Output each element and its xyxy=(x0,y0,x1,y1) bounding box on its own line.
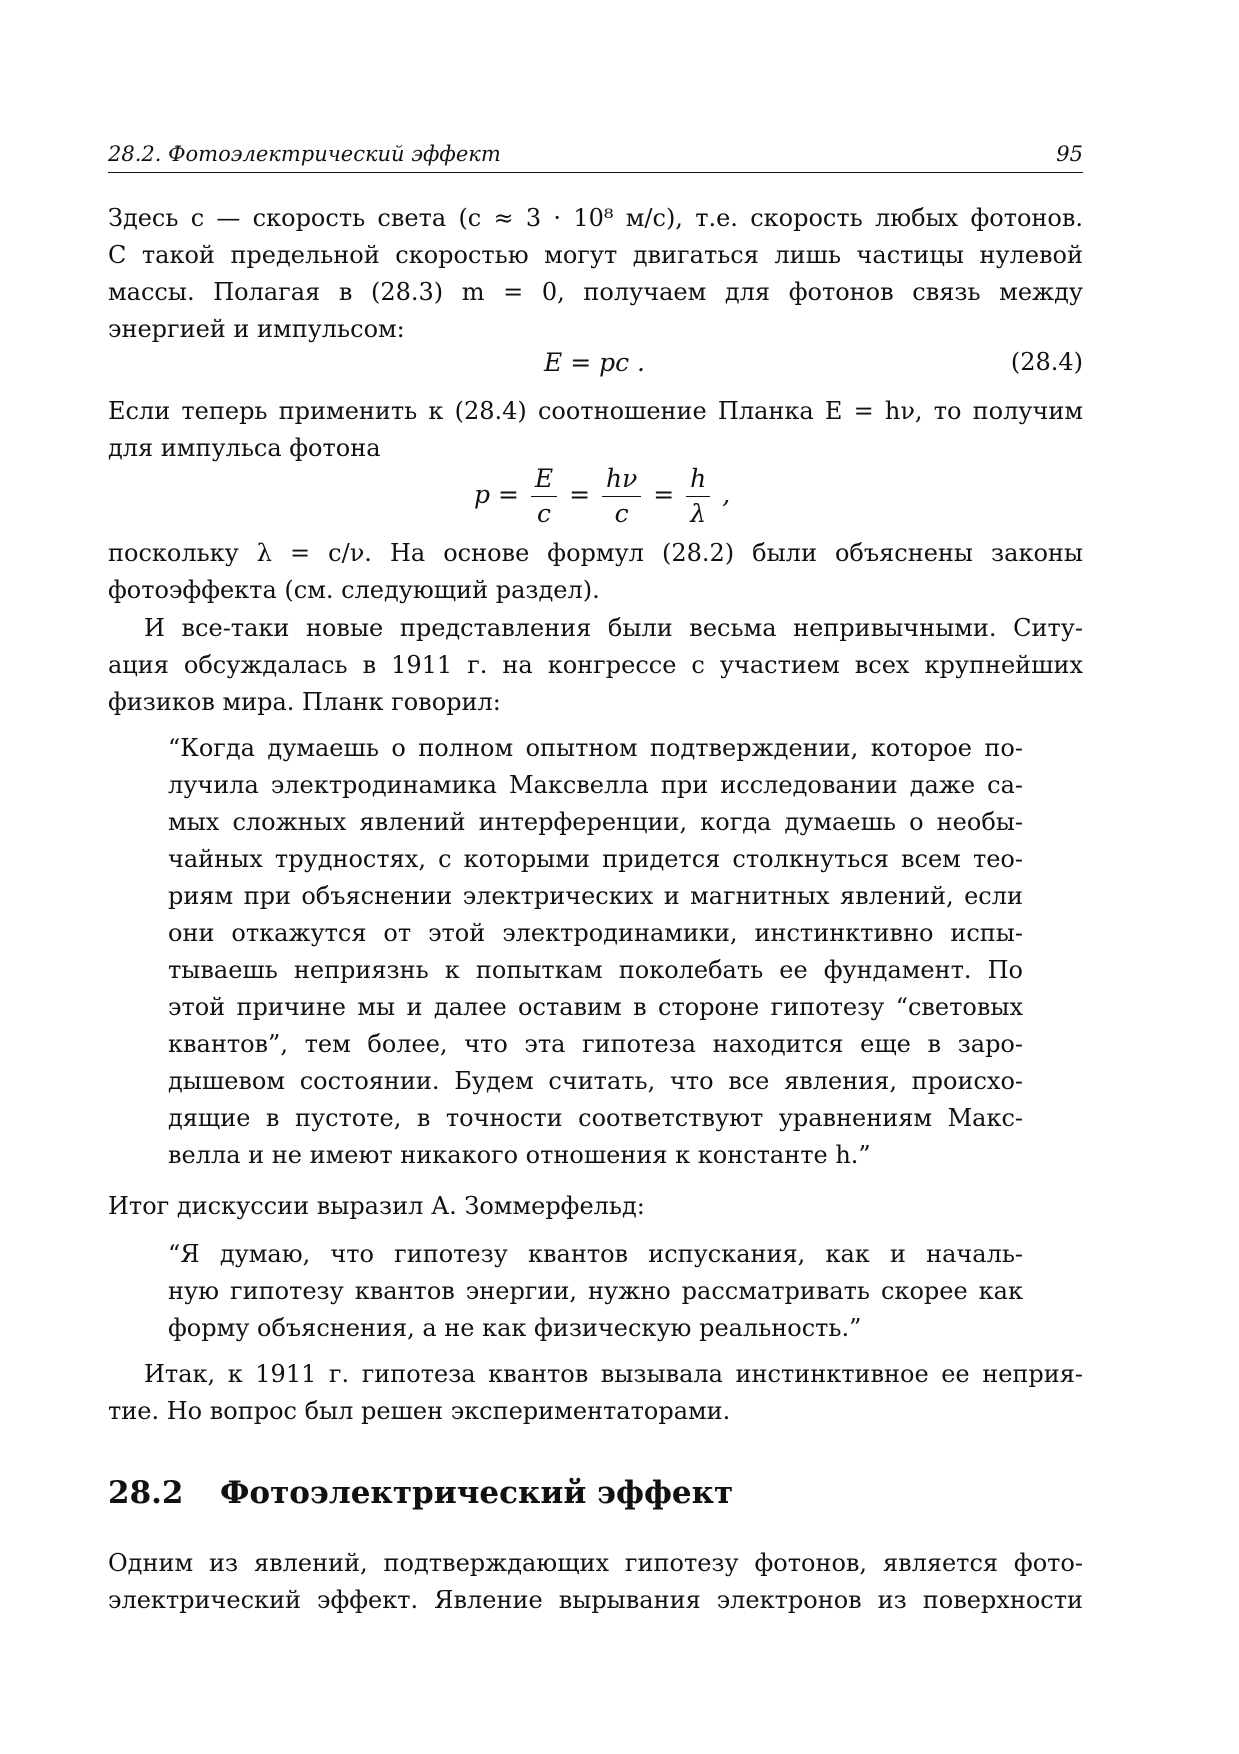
text-line: для импульса фотона xyxy=(108,434,381,462)
text-line: фотоэффекта (см. следующий раздел). xyxy=(108,576,600,604)
quote-planck xyxy=(168,730,1023,1174)
paragraph-5 xyxy=(108,1188,1083,1225)
quote-sommerfeld xyxy=(168,1236,1023,1347)
text-line: Итог дискуссии выразил А. Зоммерфельд: xyxy=(108,1192,645,1220)
fraction-numerator: E xyxy=(531,462,557,497)
section-title: Фотоэлектрический эффект xyxy=(220,1475,734,1511)
text-line: энергией и импульсом: xyxy=(108,315,405,343)
equation-lhs: p = xyxy=(474,480,519,509)
equation-tail: , xyxy=(722,480,731,509)
fraction xyxy=(531,462,557,531)
text-line: Здесь c — скорость света (c ≈ 3 · 10⁸ м/с), т.е. скорость любых фотонов. xyxy=(108,204,1083,232)
quote-line: квантов”, тем более, что эта гипотеза находится еще в заро- xyxy=(168,1030,1023,1058)
text-line: Если теперь применить к (28.4) соотношение Планка E = hν, то получим xyxy=(108,397,1083,425)
paragraph-4 xyxy=(108,610,1083,721)
paragraph-7 xyxy=(108,1545,1083,1619)
text-line: физиков мира. Планк говорил: xyxy=(108,688,501,716)
quote-line: форму объяснения, а не как физическую реальность.” xyxy=(168,1314,862,1342)
fraction-numerator: h xyxy=(686,462,710,497)
quote-line: риям при объяснении электрических и магнитных явлений, если xyxy=(168,882,1023,910)
equals-sign: = xyxy=(653,480,675,509)
quote-line: дышевом состоянии. Будем считать, что все явления, происхо- xyxy=(168,1067,1023,1095)
quote-line: велла и не имеют никакого отношения к константе h.” xyxy=(168,1141,871,1169)
fraction-denominator: λ xyxy=(690,499,707,528)
text-line: ация обсуждалась в 1911 г. на конгрессе с участием всех крупнейших xyxy=(108,651,1083,679)
quote-line: тываешь неприязнь к попыткам поколебать ее фундамент. По xyxy=(168,956,1023,984)
section-number: 28.2 xyxy=(108,1475,184,1511)
fraction-denominator: c xyxy=(614,499,629,528)
text-line: электрический эффект. Явление вырывания электронов из поверхности xyxy=(108,1586,1083,1614)
section-heading xyxy=(108,1475,733,1511)
paragraph-6 xyxy=(108,1356,1083,1430)
text-line: поскольку λ = c/ν. На основе формул (28.2) были объяснены законы xyxy=(108,539,1083,567)
equation-momentum xyxy=(474,462,730,531)
running-header xyxy=(108,142,1083,173)
quote-line: дящие в пустоте, в точности соответствуют уравнениям Макс- xyxy=(168,1104,1023,1132)
text-line: Итак, к 1911 г. гипотеза квантов вызывала инстинктивное ее неприя- xyxy=(144,1360,1083,1388)
quote-line: они откажутся от этой электродинамики, инстинктивно испы- xyxy=(168,919,1023,947)
fraction-numerator: hν xyxy=(602,462,641,497)
text-line: тие. Но вопрос был решен экспериментаторами. xyxy=(108,1397,731,1425)
text-line: И все-таки новые представления были весьма непривычными. Ситу- xyxy=(144,614,1083,642)
equation-number: (28.4) xyxy=(1010,348,1083,376)
page-number: 95 xyxy=(1056,142,1083,166)
text-line: массы. Полагая в (28.3) m = 0, получаем для фотонов связь между xyxy=(108,278,1083,306)
quote-line: лучила электродинамика Максвелла при исследовании даже са- xyxy=(168,771,1023,799)
equation-28-4: E = pc . xyxy=(544,348,645,377)
text-line: Одним из явлений, подтверждающих гипотезу фотонов, является фото- xyxy=(108,1549,1083,1577)
paragraph-2 xyxy=(108,393,1083,467)
quote-line: чайных трудностях, с которыми придется столкнуться всем тео- xyxy=(168,845,1023,873)
equals-sign: = xyxy=(569,480,591,509)
running-title: 28.2. Фотоэлектрический эффект xyxy=(108,142,501,166)
paragraph-1 xyxy=(108,200,1083,348)
fraction xyxy=(686,462,710,531)
quote-line: этой причине мы и далее оставим в стороне гипотезу “световых xyxy=(168,993,1023,1021)
quote-line: мых сложных явлений интерференции, когда думаешь о необы- xyxy=(168,808,1023,836)
fraction-denominator: c xyxy=(536,499,551,528)
text-line: С такой предельной скоростью могут двигаться лишь частицы нулевой xyxy=(108,241,1083,269)
quote-line: ную гипотезу квантов энергии, нужно рассматривать скорее как xyxy=(168,1277,1023,1305)
fraction xyxy=(602,462,641,531)
quote-line: “Я думаю, что гипотезу квантов испускания, как и началь- xyxy=(168,1240,1023,1268)
paragraph-3 xyxy=(108,535,1083,609)
quote-line: “Когда думаешь о полном опытном подтверждении, которое по- xyxy=(168,734,1023,762)
